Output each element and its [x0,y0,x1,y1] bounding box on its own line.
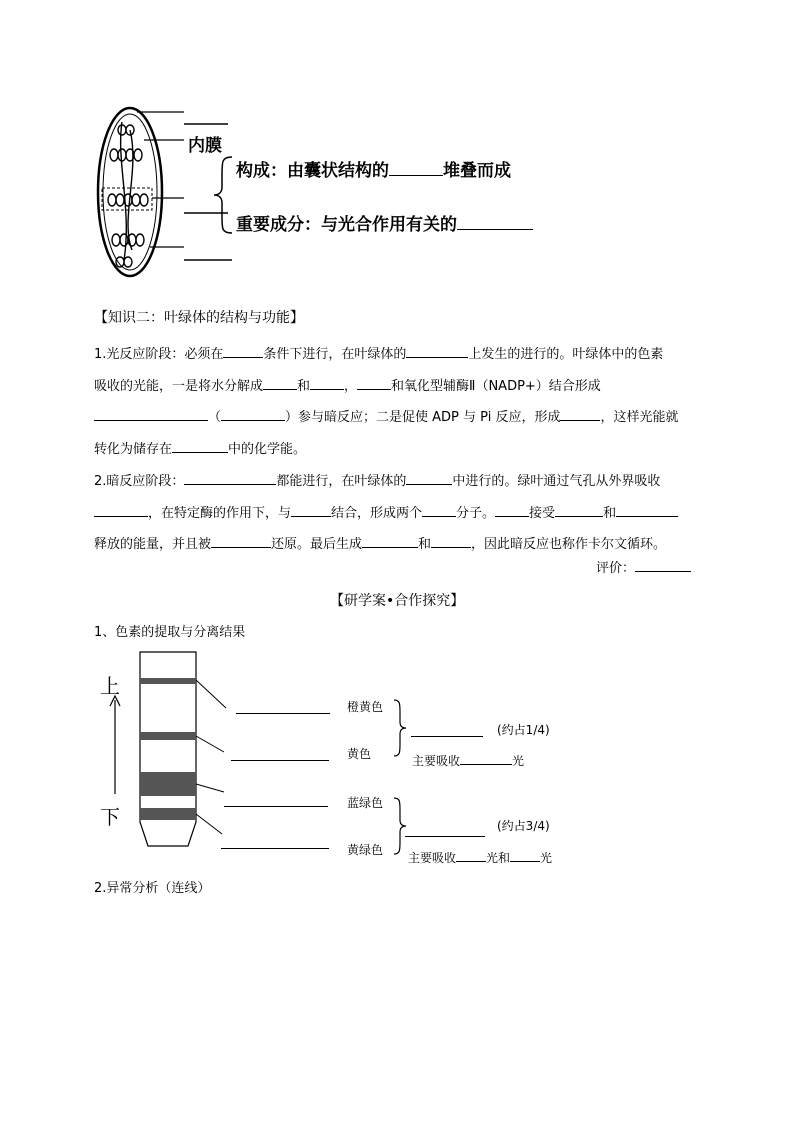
research-item2: 2.异常分析（连线） [94,881,211,896]
p2-text: 和 [603,506,617,521]
p1-text: 吸收的光能，一是将水分解成 [94,379,264,394]
storage-blank[interactable] [172,438,228,453]
research-item1: 1、色素的提取与分离结果 [94,625,246,640]
band-yellow-green [140,808,196,820]
absorb2-blank2[interactable] [510,849,540,862]
absorb2-text: 主要吸收 [408,851,457,865]
p1-text: 和 [297,379,311,394]
c5-blank[interactable] [291,502,331,517]
pigment4-name-blank[interactable] [221,848,329,849]
product1-blank[interactable] [362,533,418,548]
p1-text: 1.光反应阶段：必须在 [94,347,224,362]
brace-chlorophylls [392,796,408,856]
composition-end-text: 堆叠而成 [443,161,511,181]
absorb2-line [408,849,552,866]
label-blue-green: 蓝绿色 [347,796,384,810]
p2-text: ，因此暗反应也称作卡尔文循环。 [471,537,667,552]
absorb2-blank1[interactable] [456,849,486,862]
reactant-blank[interactable] [357,375,391,390]
label-yellow: 黄色 [347,747,372,761]
p1-text: ，这样光能就 [600,410,679,425]
p1-text: 中的化学能。 [228,442,307,457]
p1-line2 [94,375,601,395]
absorb1-text: 主要吸收 [412,754,461,768]
label-yellow-green: 黄绿色 [347,843,384,857]
p1-text: ， [344,379,358,394]
band-blue-green [140,772,196,796]
up-label: 上 [100,674,120,698]
down-label: 下 [100,805,120,829]
absorb2-end: 光 [540,851,553,865]
pigment2-name-blank[interactable] [231,760,329,761]
site-blank[interactable] [406,343,468,358]
pigment3-name-blank[interactable] [224,806,328,807]
chlorophylls-blank[interactable] [405,836,485,837]
p2-line1 [94,470,660,490]
important-component-blank[interactable] [457,215,533,230]
p2-line2 [94,502,678,522]
p2-text: 分子。 [456,506,496,521]
co2-blank[interactable] [94,502,148,517]
band-yellow [140,732,196,740]
curly-brace [212,155,234,235]
about-quarter: (约占1/4) [497,723,550,737]
absorb1-line [412,752,524,769]
water-product2-blank[interactable] [310,375,344,390]
pigment1-name-blank[interactable] [236,713,330,714]
receiver-blank[interactable] [495,502,529,517]
light-condition-blank[interactable] [223,343,263,358]
chromatography-strip [130,650,370,860]
composition-line [236,156,511,181]
composition-text: 构成：由囊状结构的 [236,161,389,181]
inner-membrane-label: 内膜 [188,136,222,156]
p2-text: 和 [418,537,432,552]
evaluation-label: 评价： [596,561,636,576]
knowledge2-heading: 【知识二：叶绿体的结构与功能】 [94,310,304,326]
c3-blank[interactable] [422,502,456,517]
p2-text: 释放的能量，并且被 [94,537,212,552]
p1-text: 条件下进行，在叶绿体的 [263,347,407,362]
p1-text: 和氧化型辅酶Ⅱ（NADP+）结合形成 [391,379,601,394]
nadph-abbr-blank[interactable] [221,406,285,421]
condition-blank[interactable] [184,470,276,485]
p2-text: ，在特定酶的作用下，与 [148,506,292,521]
about-three-quarter: (约占3/4) [497,819,550,833]
atp-blank[interactable] [560,406,600,421]
brace-carotenoids [392,698,408,758]
p2-line3 [94,533,666,553]
absorb2-mid: 光和 [486,851,511,865]
nadph-blank[interactable] [94,406,208,421]
p1-text: 转化为储存在 [94,442,173,457]
evaluation-line [596,557,691,577]
p2-text: 都能进行，在叶绿体的 [276,474,407,489]
band-orange-yellow [140,678,196,684]
p2-text: 还原。最后生成 [271,537,363,552]
research-heading: 【研学案•合作探究】 [330,593,465,609]
important-component-text: 重要成分：与光合作用有关的 [236,215,457,235]
p1-line3 [94,406,678,426]
label-orange-yellow: 橙黄色 [347,700,384,714]
p1-text: ）参与暗反应；二是促使 ADP 与 Pi 反应，形成 [285,410,561,425]
water-product1-blank[interactable] [263,375,297,390]
p2-text: 结合，形成两个 [331,506,423,521]
p1-line1 [94,343,663,363]
composition-blank[interactable] [389,161,443,176]
p2-text: 2.暗反应阶段： [94,474,185,489]
p1-text: 上发生的进行的。叶绿体中的色素 [468,347,664,362]
p1-text: （ [208,410,222,425]
absorb1-blank[interactable] [460,752,512,765]
reducer-blank[interactable] [211,533,271,548]
direction-arrow [108,694,122,796]
carotenoids-blank[interactable] [411,736,483,737]
stroma-blank[interactable] [406,470,452,485]
p1-line4 [94,438,306,458]
p2-text: 中进行的。绿叶通过气孔从外界吸收 [452,474,661,489]
important-component-line [236,210,533,235]
product2-blank[interactable] [431,533,471,548]
p2-text: 接受 [529,506,556,521]
energy1-blank[interactable] [555,502,603,517]
energy2-blank[interactable] [616,502,678,517]
evaluation-blank[interactable] [635,557,691,572]
absorb1-end: 光 [512,754,525,768]
